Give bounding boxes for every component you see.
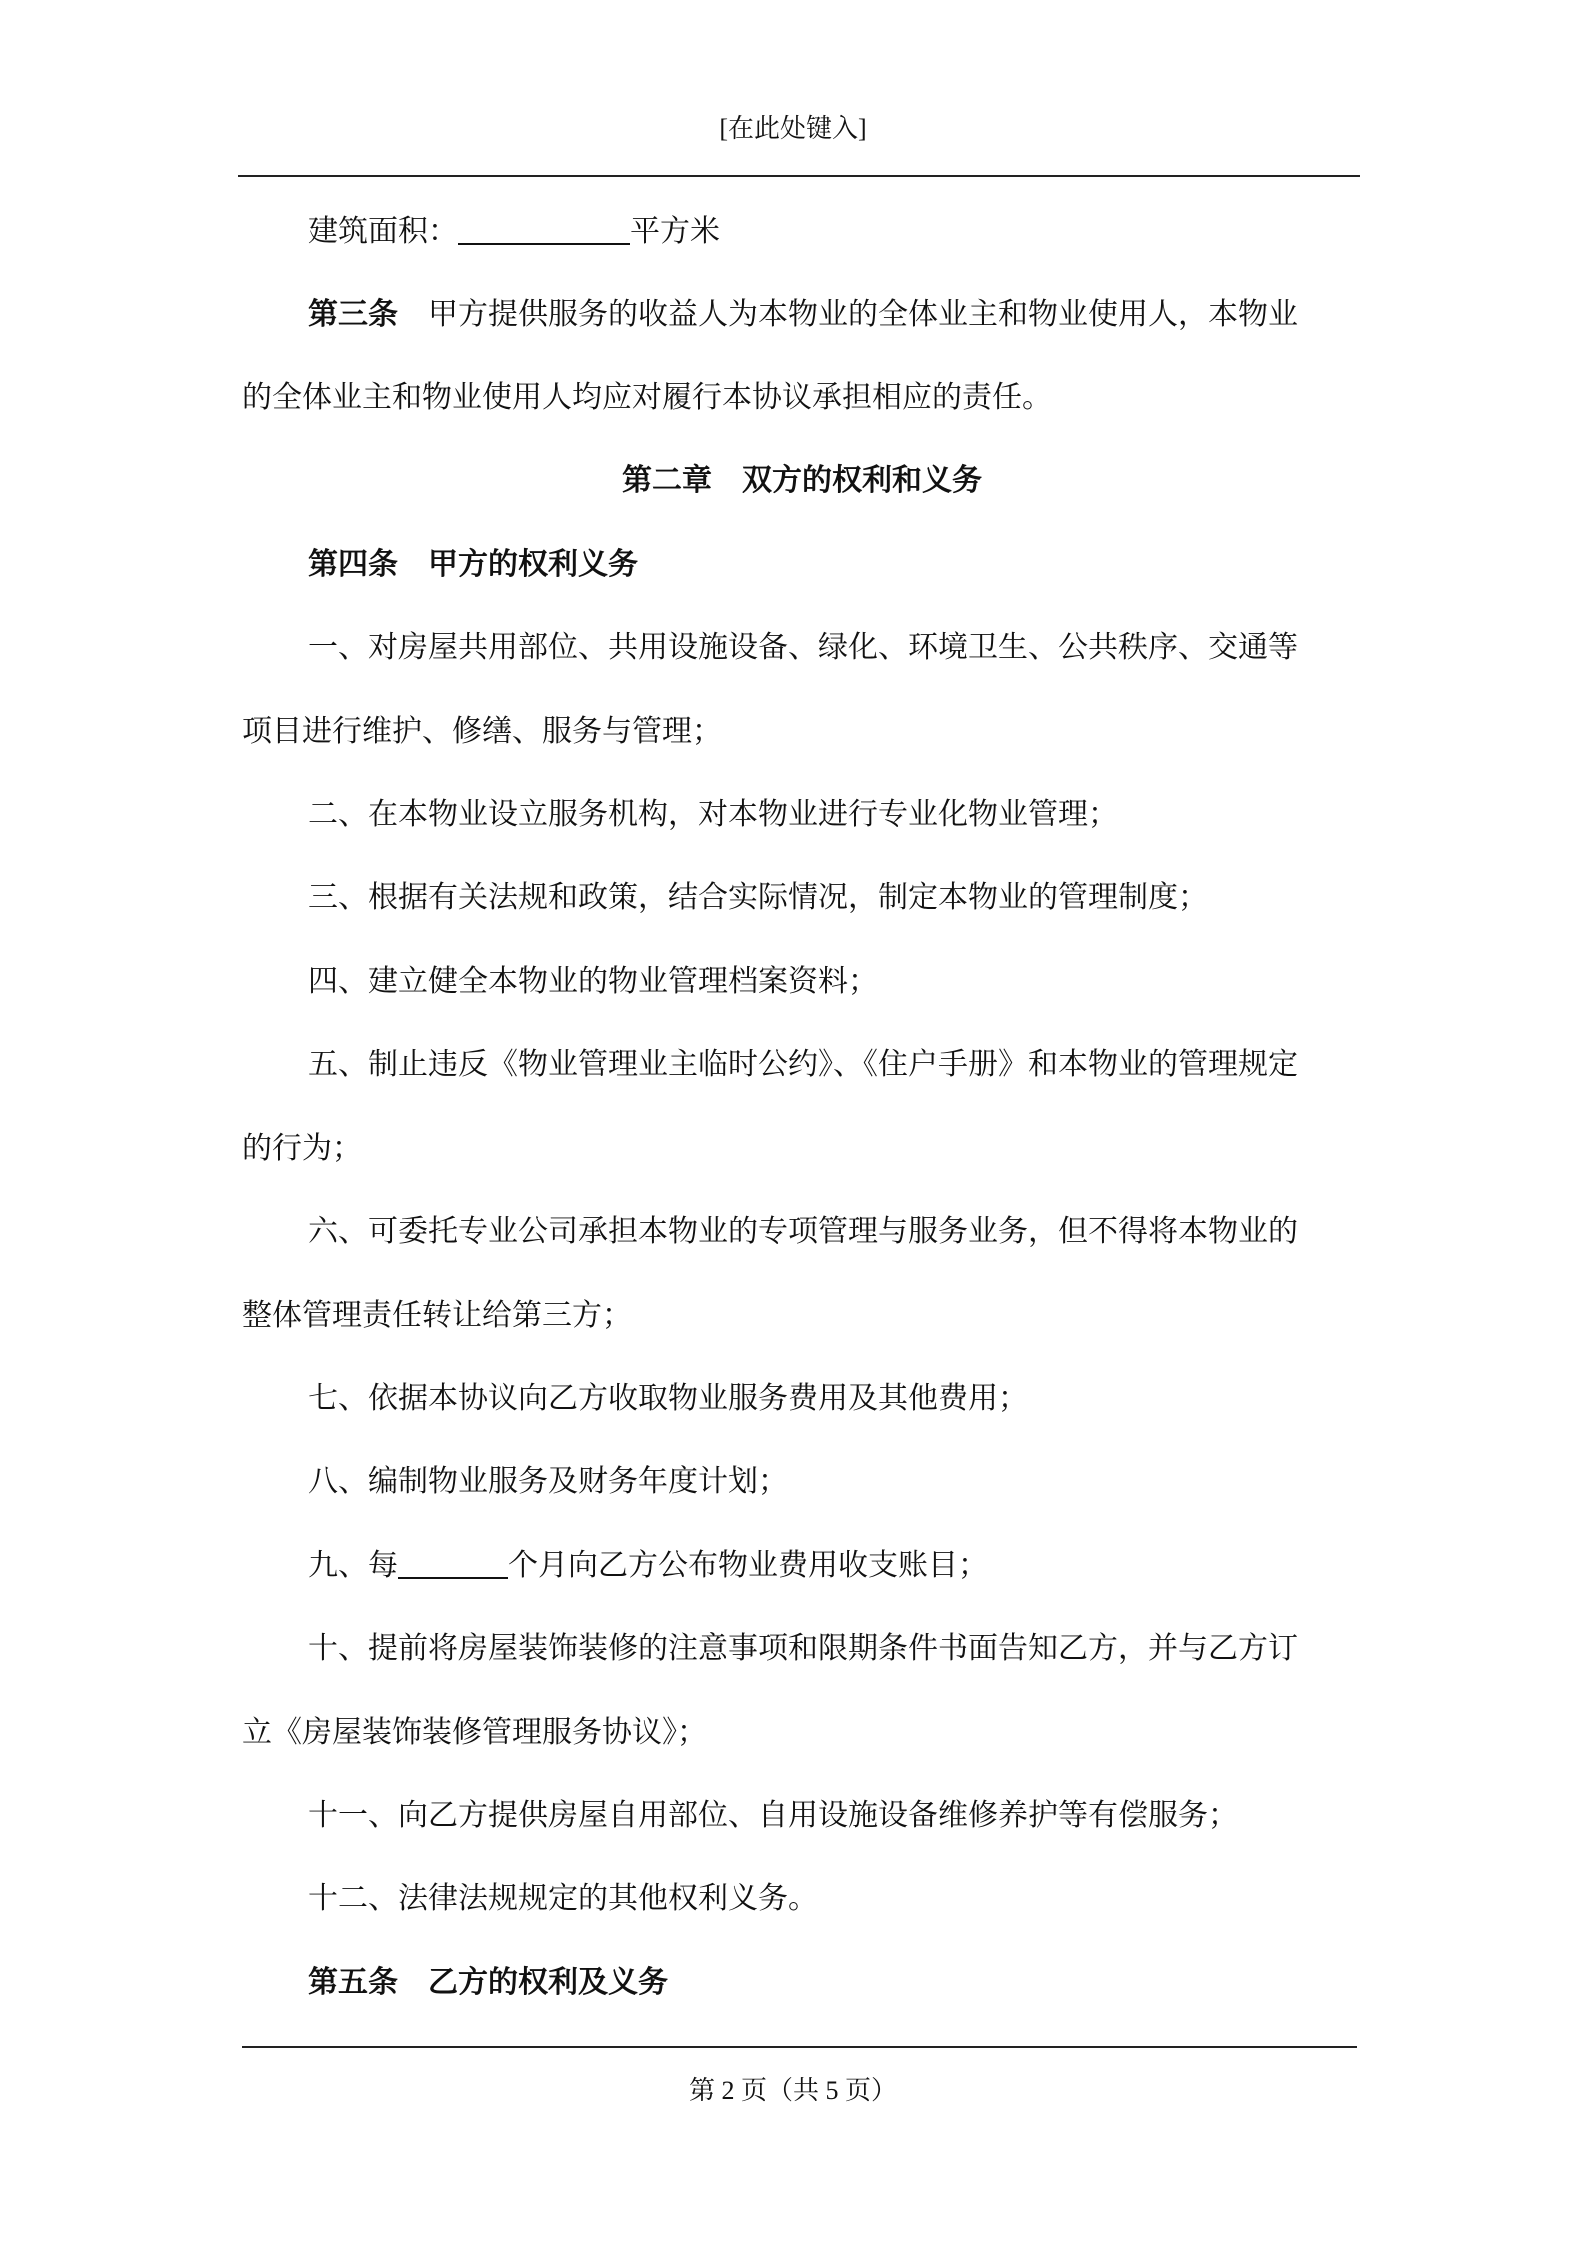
building-area-line [308, 212, 720, 252]
article-4-title: 第四条 [308, 547, 398, 582]
article-5-title: 第五条 [308, 1965, 398, 2000]
article-4-heading: 甲方的权利义务 [428, 547, 638, 582]
list-item-6-line-2: 整体管理责任转让给第三方； [242, 1298, 632, 1333]
page-header: [在此处键入] [719, 114, 867, 143]
article-5-heading: 乙方的权利及义务 [428, 1965, 668, 2000]
building-area-label: 建筑面积： [308, 214, 458, 249]
list-item-9 [308, 1546, 988, 1586]
list-item-6-line-1: 六、可委托专业公司承担本物业的专项管理与服务业务，但不得将本物业的 [308, 1214, 1298, 1249]
footer-rule [242, 2046, 1357, 2048]
article-3-title: 第三条 [308, 297, 398, 332]
article-3-line-1 [308, 295, 1298, 335]
list-item-7: 七、依据本协议向乙方收取物业服务费用及其他费用； [308, 1381, 1028, 1416]
list-item-10-line-1: 十、提前将房屋装饰装修的注意事项和限期条件书面告知乙方，并与乙方订 [308, 1631, 1298, 1666]
list-item-1-line-1: 一、对房屋共用部位、共用设施设备、绿化、环境卫生、公共秩序、交通等 [308, 630, 1298, 665]
chapter-2-title: 第二章 双方的权利和义务 [622, 463, 982, 498]
list-item-9-suffix: 个月向乙方公布物业费用收支账目； [508, 1548, 988, 1583]
list-item-8: 八、编制物业服务及财务年度计划； [308, 1464, 788, 1499]
article-5-heading-line [308, 1963, 668, 2003]
list-item-12: 十二、法律法规规定的其他权利义务。 [308, 1881, 818, 1916]
building-area-blank [458, 215, 630, 245]
list-item-1-line-2: 项目进行维护、修缮、服务与管理； [242, 714, 722, 749]
header-rule [238, 175, 1360, 177]
list-item-11: 十一、向乙方提供房屋自用部位、自用设施设备维修养护等有偿服务； [308, 1798, 1238, 1833]
article-3-text-1: 甲方提供服务的收益人为本物业的全体业主和物业使用人，本物业 [428, 297, 1298, 332]
months-blank [398, 1549, 508, 1579]
page-footer: 第 2 页（共 5 页） [688, 2076, 897, 2105]
list-item-4: 四、建立健全本物业的物业管理档案资料； [308, 964, 878, 999]
article-4-heading-line [308, 545, 638, 585]
list-item-5-line-2: 的行为； [242, 1131, 362, 1166]
list-item-2: 二、在本物业设立服务机构，对本物业进行专业化物业管理； [308, 797, 1118, 832]
list-item-3: 三、根据有关法规和政策，结合实际情况，制定本物业的管理制度； [308, 880, 1208, 915]
building-area-unit: 平方米 [630, 214, 720, 249]
article-3-line-2: 的全体业主和物业使用人均应对履行本协议承担相应的责任。 [242, 380, 1052, 415]
list-item-10-line-2: 立《房屋装饰装修管理服务协议》； [242, 1715, 707, 1750]
list-item-9-prefix: 九、每 [308, 1548, 398, 1583]
list-item-5-line-1: 五、制止违反《物业管理业主临时公约》、《住户手册》和本物业的管理规定 [308, 1047, 1298, 1082]
